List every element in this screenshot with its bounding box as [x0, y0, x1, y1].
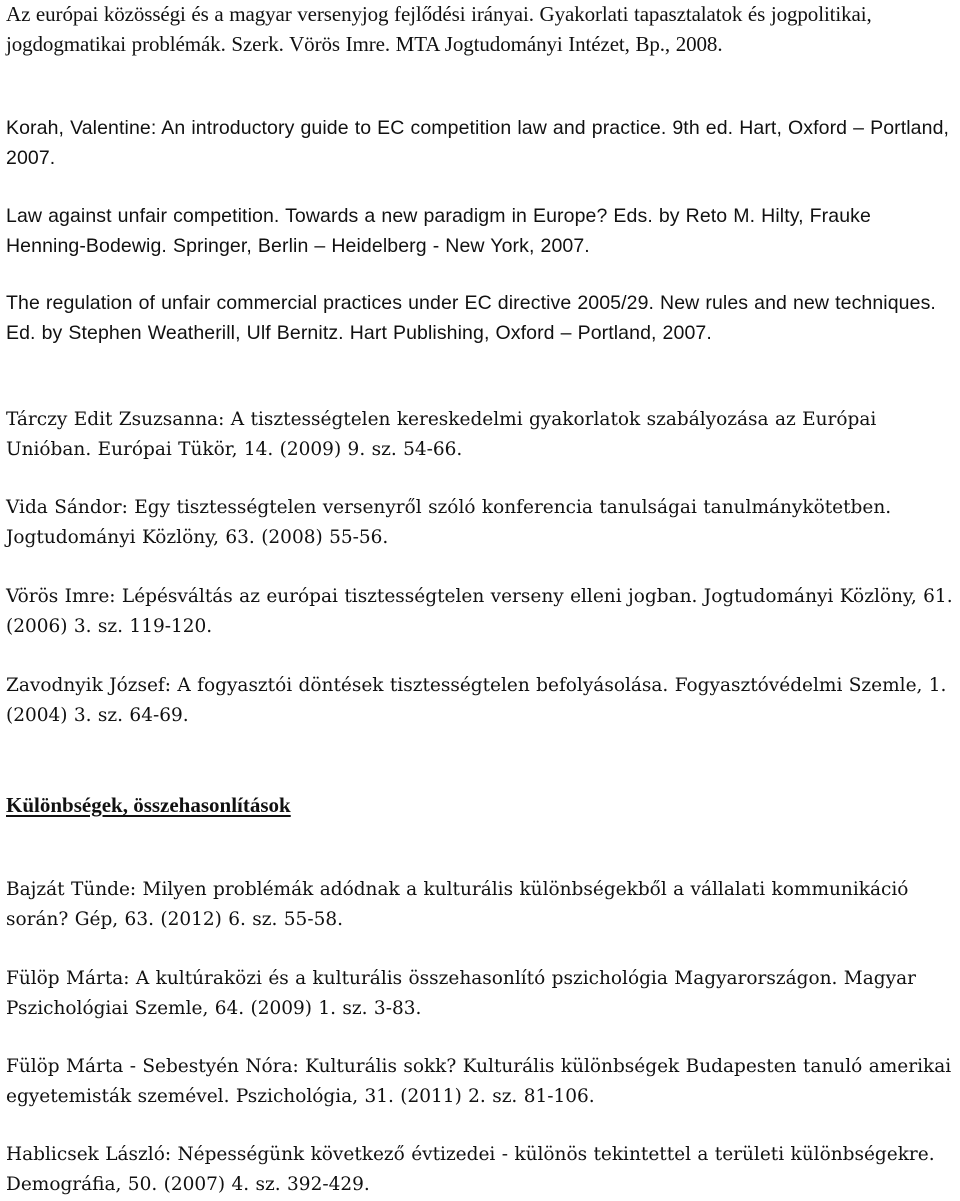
bibliography-entry: The regulation of unfair commercial practices under EC directive 2005/29. New rules and new techniques. Ed. by Stephen Weatherill, Ulf Bernitz. Hart Publishing, Oxford – Portland, 2007. — [6, 292, 936, 344]
bibliography-entry: Az európai közösségi és a magyar versenyjog fejlődési irányai. Gyakorlati tapasztalatok és jogpolitikai, jogdogmatikai problémák. Szerk. Vörös Imre. MTA Jogtudományi Intézet, Bp., 2008. — [6, 2, 872, 56]
bibliography-entry: Vörös Imre: Lépésváltás az európai tisztességtelen verseny elleni jogban. Jogtudományi Közlöny, 61. (2006) 3. sz. 119-120. — [6, 586, 953, 637]
bibliography-entry: Law against unfair competition. Towards a new paradigm in Europe? Eds. by Reto M. Hilty, Frauke Henning-Bodewig. Springer, Berlin – Heidelberg - New York, 2007. — [6, 205, 871, 257]
bibliography-entry: Fülöp Márta - Sebestyén Nóra: Kulturális sokk? Kulturális különbségek Budapesten tanuló amerikai egyetemisták szemével. Pszichológia, 31. (2011) 2. sz. 81-106. — [6, 1056, 952, 1107]
bibliography-entry: Bajzát Tünde: Milyen problémák adódnak a kulturális különbségekből a vállalati kommunikáció során? Gép, 63. (2012) 6. sz. 55-58. — [6, 879, 909, 930]
bibliography-entry: Fülöp Márta: A kultúraközi és a kulturális összehasonlító pszichológia Magyarországon. Magyar Pszichológiai Szemle, 64. (2009) 1. sz. 3-83. — [6, 968, 916, 1019]
bibliography-entry: Tárczy Edit Zsuzsanna: A tisztességtelen kereskedelmi gyakorlatok szabályozása az Európai Unióban. Európai Tükör, 14. (2009) 9. sz. 54-66. — [6, 409, 877, 460]
bibliography-entry: Hablicsek László: Népességünk következő évtizedei - különös tekintettel a területi különbségekre. Demográfia, 50. (2007) 4. sz. 392-429. — [6, 1144, 935, 1195]
bibliography-entry: Korah, Valentine: An introductory guide to EC competition law and practice. 9th ed. Hart, Oxford – Portland, 2007. — [6, 117, 950, 169]
section-heading: Különbségek, összehasonlítások — [6, 793, 291, 817]
bibliography-entry: Vida Sándor: Egy tisztességtelen versenyről szóló konferencia tanulságai tanulmánykötetben. Jogtudományi Közlöny, 63. (2008) 55-56. — [6, 497, 892, 548]
bibliography-entry: Zavodnyik József: A fogyasztói döntések tisztességtelen befolyásolása. Fogyasztóvédelmi Szemle, 1. (2004) 3. sz. 64-69. — [6, 675, 947, 726]
